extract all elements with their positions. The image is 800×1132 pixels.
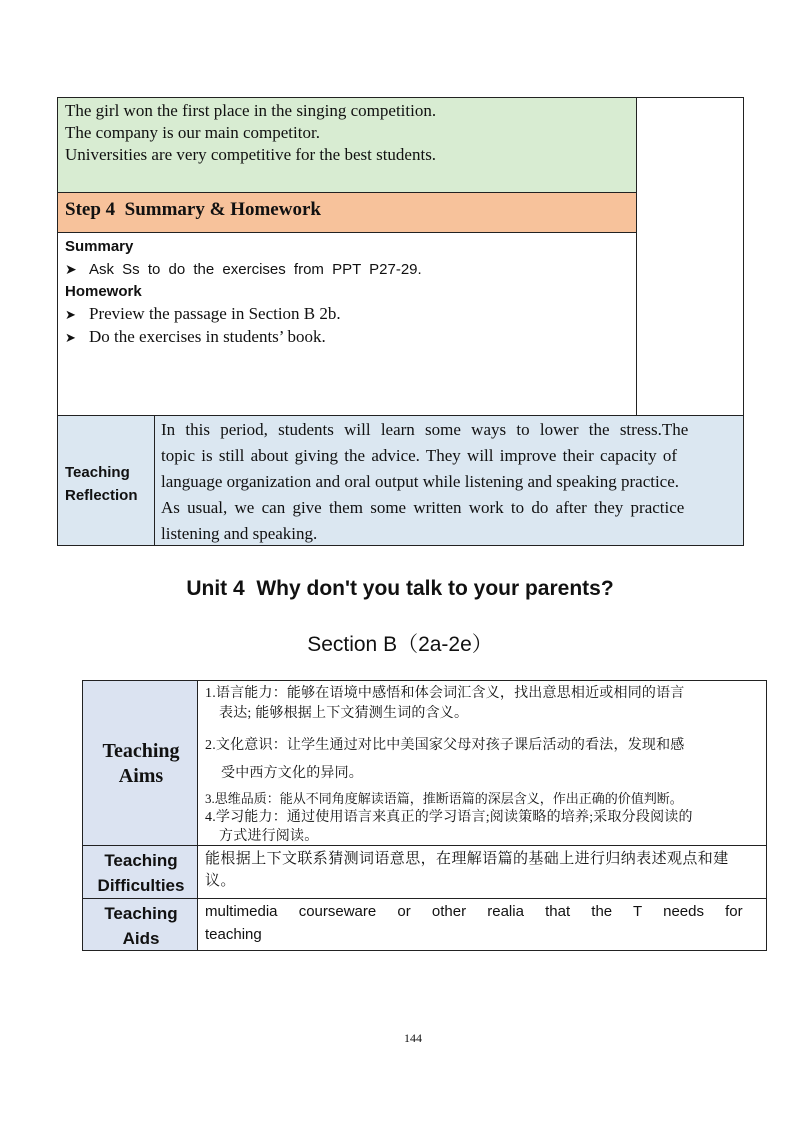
aims-content-cell [197,680,767,846]
difficulties-line: 议。 [205,873,236,889]
reflection-text-cell [154,415,744,546]
reflection-line: language organization and oral output while listening and speaking practice. [161,472,680,491]
example-sentence: Universities are very competitive for the best students. [65,145,437,164]
section-title: Section B（2a-2e） [307,633,493,656]
aim-line: 4.学习能力：通过使用语言来真正的学习语言;阅读策略的培养;采取分段阅读的 [205,810,693,825]
reflection-line: listening and speaking. [161,524,318,543]
reflection-line: As usual, we can give them some written work to do after they practice [161,498,685,517]
aim-line: 表达; 能够根据上下文猜测生词的含义。 [219,706,469,721]
aim-line: 1.语言能力：能够在语境中感悟和体会词汇含义，找出意思相近或相同的语言 [205,686,685,701]
aids-label: Teaching [104,904,178,923]
aids-line: teaching [205,926,262,943]
aids-label: Aids [122,929,160,948]
difficulties-label: Difficulties [97,876,185,895]
aim-line: 受中西方文化的异同。 [221,766,363,781]
reflection-line: In this period, students will learn some ways to lower the stress.The [161,420,689,439]
example-sentences-cell [57,97,637,193]
aim-line: 2.文化意识：让学生通过对比中美国家父母对孩子课后活动的看法，发现和感 [205,738,685,753]
aim-line: 3.思维品质：能从不同角度解读语篇，推断语篇的深层含义，作出正确的价值判断。 [205,791,683,806]
homework-item: ➤ Do the exercises in students’ book. [65,326,636,349]
step-header [57,192,637,233]
difficulties-label-cell [82,845,198,899]
arrow-bullet-icon: ➤ [65,261,77,277]
reflection-label-cell [57,415,155,546]
aids-content-cell [197,898,767,951]
aims-label: Teaching [102,740,180,762]
example-sentence: The girl won the first place in the singing competition. [65,101,437,120]
summary-item: ➤ Ask Ss to do the exercises from PPT P27-29. [65,258,636,281]
homework-label: Homework [65,283,142,300]
page-number: 144 [404,1031,422,1045]
aim-line: 方式进行阅读。 [219,829,319,844]
difficulties-label: Teaching [104,851,178,870]
arrow-bullet-icon: ➤ [65,330,76,345]
reflection-label: Reflection [65,487,138,504]
notes-column [636,97,744,416]
reflection-line: topic is still about giving the advice. They will improve their capacity of [161,446,678,465]
difficulties-content-cell [197,845,767,899]
aims-label: Aims [118,765,164,787]
summary-homework-cell [57,232,637,416]
summary-label: Summary [65,238,134,255]
example-sentence: The company is our main competitor. [65,123,320,142]
aids-line: multimedia courseware or other realia that the T needs for [205,903,743,920]
step-title: Step 4 Summary & Homework [65,199,321,220]
unit-title: Unit 4 Why don't you talk to your parents? [186,577,614,600]
reflection-label: Teaching [65,464,130,481]
arrow-bullet-icon: ➤ [65,307,76,322]
homework-item: ➤ Preview the passage in Section B 2b. [65,303,636,326]
difficulties-line: 能根据上下文联系猜测词语意思，在理解语篇的基础上进行归纳表述观点和建 [205,851,729,867]
aids-label-cell [82,898,198,951]
aims-label-cell [82,680,198,846]
